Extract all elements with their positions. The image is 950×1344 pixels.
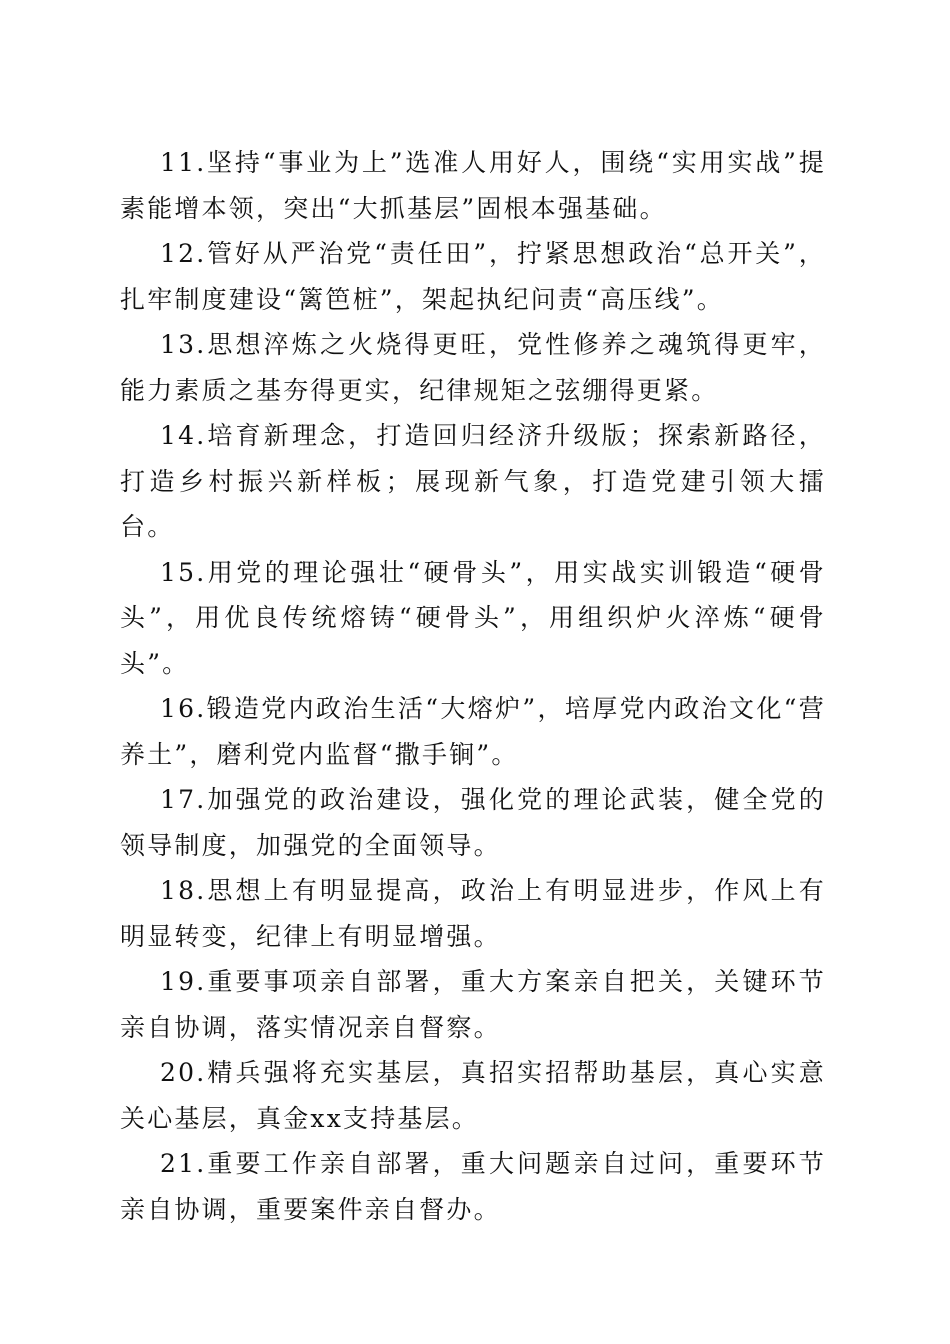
paragraph-21: 21.重要工作亲自部署，重大问题亲自过问，重要环节亲自协调，重要案件亲自督办。: [120, 1149, 826, 1224]
paragraph-14: 14.培育新理念，打造回归经济升级版；探索新路径，打造乡村振兴新样板；展现新气象，打造党建引领大擂台。: [120, 421, 826, 541]
paragraph-11: 11.坚持“事业为上”选准人用好人，围绕“实用实战”提素能增本领，突出“大抓基层”固根本强基础。: [120, 148, 826, 223]
paragraph-16: 16.锻造党内政治生活“大熔炉”，培厚党内政治文化“营养土”，磨利党内监督“撒手锏”。: [120, 694, 826, 769]
paragraph-12: 12.管好从严治党“责任田”，拧紧思想政治“总开关”，扎牢制度建设“篱笆桩”，架起执纪问责“高压线”。: [120, 239, 826, 314]
paragraph-13: 13.思想淬炼之火烧得更旺，党性修养之魂筑得更牢，能力素质之基夯得更实，纪律规矩之弦绷得更紧。: [120, 330, 826, 405]
paragraph-18: 18.思想上有明显提高，政治上有明显进步，作风上有明显转变，纪律上有明显增强。: [120, 876, 826, 951]
paragraph-19: 19.重要事项亲自部署，重大方案亲自把关，关键环节亲自协调，落实情况亲自督察。: [120, 967, 826, 1042]
paragraph-20: 20.精兵强将充实基层，真招实招帮助基层，真心实意关心基层，真金xx支持基层。: [120, 1058, 826, 1133]
paragraph-17: 17.加强党的政治建设，强化党的理论武装，健全党的领导制度，加强党的全面领导。: [120, 785, 826, 860]
paragraph-15: 15.用党的理论强壮“硬骨头”，用实战实训锻造“硬骨头”，用优良传统熔铸“硬骨头”，用组织炉火淬炼“硬骨头”。: [120, 557, 826, 678]
document-body: [120, 140, 826, 1232]
